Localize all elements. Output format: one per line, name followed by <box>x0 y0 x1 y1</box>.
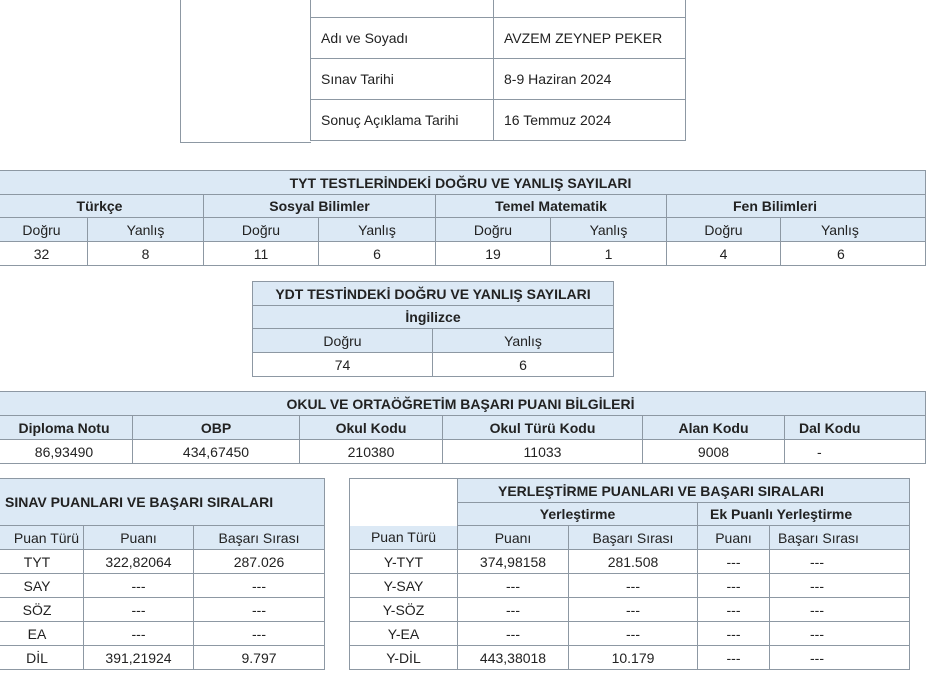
correct-header: Doğru <box>667 218 781 242</box>
row-ea-score: --- <box>84 622 194 646</box>
placement-type-header: Puan Türü <box>350 526 458 550</box>
matematik-correct: 19 <box>436 242 551 266</box>
sosyal-correct: 11 <box>204 242 319 266</box>
row-soz-type: SÖZ <box>0 598 84 622</box>
row-ysay-rank: --- <box>569 574 698 598</box>
row-ytyt-type: Y-TYT <box>350 550 458 574</box>
row-dil-type: DİL <box>0 646 84 670</box>
school-info-table <box>0 391 926 464</box>
school-title: OKUL VE ORTAÖĞRETİM BAŞARI PUANI BİLGİLERİ <box>0 392 926 416</box>
subject-sosyal: Sosyal Bilimler <box>204 195 436 218</box>
row-tyt-rank: 287.026 <box>194 550 325 574</box>
row-ydil-score: 443,38018 <box>458 646 569 670</box>
ydt-wrong-value: 6 <box>433 353 614 377</box>
wrong-header: Yanlış <box>781 218 926 242</box>
placement-scores-table <box>349 478 910 670</box>
extra-score-header: Puanı <box>698 526 770 550</box>
row-yea-type: Y-EA <box>350 622 458 646</box>
placement-title: YERLEŞTİRME PUANLARI VE BAŞARI SIRALARI <box>458 479 910 503</box>
school-type-header: Okul Türü Kodu <box>443 416 643 440</box>
exam-scores-title: SINAV PUANLARI VE BAŞARI SIRALARI <box>0 479 325 526</box>
row-ysay-extra-score: --- <box>698 574 770 598</box>
row-say-score: --- <box>84 574 194 598</box>
turkce-correct: 32 <box>0 242 88 266</box>
row-dil-rank: 9.797 <box>194 646 325 670</box>
row-ysoz-score: --- <box>458 598 569 622</box>
obp-value: 434,67450 <box>133 440 300 464</box>
row-say-type: SAY <box>0 574 84 598</box>
id-value <box>494 0 686 18</box>
ydt-results-table <box>252 281 614 377</box>
result-date-label: Sonuç Açıklama Tarihi <box>311 100 494 141</box>
row-ysay-type: Y-SAY <box>350 574 458 598</box>
ydt-correct-value: 74 <box>253 353 433 377</box>
extra-rank-header: Başarı Sırası <box>770 526 910 550</box>
row-yea-rank: --- <box>569 622 698 646</box>
row-ysoz-type: Y-SÖZ <box>350 598 458 622</box>
subject-turkce: Türkçe <box>0 195 204 218</box>
diploma-header: Diploma Notu <box>0 416 133 440</box>
row-ytyt-rank: 281.508 <box>569 550 698 574</box>
result-date-value: 16 Temmuz 2024 <box>494 100 686 141</box>
name-label: Adı ve Soyadı <box>311 18 494 59</box>
row-ysay-extra-rank: --- <box>770 574 910 598</box>
row-tyt-type: TYT <box>0 550 84 574</box>
row-ydil-extra-rank: --- <box>770 646 910 670</box>
matematik-wrong: 1 <box>551 242 667 266</box>
row-ytyt-extra-score: --- <box>698 550 770 574</box>
obp-header: OBP <box>133 416 300 440</box>
candidate-info-table <box>310 0 686 141</box>
branch-code-value: - <box>785 440 926 464</box>
ydt-title: YDT TESTİNDEKİ DOĞRU VE YANLIŞ SAYILARI <box>253 282 614 306</box>
exam-date-label: Sınav Tarihi <box>311 59 494 100</box>
tyt-results-table <box>0 170 926 266</box>
placement-rank-header: Başarı Sırası <box>569 526 698 550</box>
placement-corner <box>350 479 458 526</box>
row-ysoz-extra-rank: --- <box>770 598 910 622</box>
row-yea-extra-rank: --- <box>770 622 910 646</box>
rank-header: Başarı Sırası <box>194 526 325 550</box>
correct-header: Doğru <box>204 218 319 242</box>
row-ydil-extra-score: --- <box>698 646 770 670</box>
row-ytyt-extra-rank: --- <box>770 550 910 574</box>
field-code-value: 9008 <box>643 440 785 464</box>
row-ydil-rank: 10.179 <box>569 646 698 670</box>
score-header: Puanı <box>84 526 194 550</box>
row-soz-score: --- <box>84 598 194 622</box>
ydt-correct-header: Doğru <box>253 329 433 353</box>
row-ytyt-score: 374,98158 <box>458 550 569 574</box>
turkce-wrong: 8 <box>88 242 204 266</box>
row-dil-score: 391,21924 <box>84 646 194 670</box>
row-soz-rank: --- <box>194 598 325 622</box>
tyt-title: TYT TESTLERİNDEKİ DOĞRU VE YANLIŞ SAYILARI <box>0 171 926 195</box>
ydt-wrong-header: Yanlış <box>433 329 614 353</box>
correct-header: Doğru <box>0 218 88 242</box>
fen-correct: 4 <box>667 242 781 266</box>
row-ysoz-extra-score: --- <box>698 598 770 622</box>
ydt-language: İngilizce <box>253 306 614 329</box>
field-code-header: Alan Kodu <box>643 416 785 440</box>
exam-scores-table <box>0 478 325 670</box>
wrong-header: Yanlış <box>319 218 436 242</box>
row-ysay-score: --- <box>458 574 569 598</box>
school-type-value: 11033 <box>443 440 643 464</box>
fen-wrong: 6 <box>781 242 926 266</box>
school-code-value: 210380 <box>300 440 443 464</box>
subject-fen: Fen Bilimleri <box>667 195 926 218</box>
subject-matematik: Temel Matematik <box>436 195 667 218</box>
row-ea-type: EA <box>0 622 84 646</box>
placement-group: Yerleştirme <box>458 503 698 526</box>
branch-code-header: Dal Kodu <box>785 416 926 440</box>
row-yea-extra-score: --- <box>698 622 770 646</box>
row-ysoz-rank: --- <box>569 598 698 622</box>
row-ydil-type: Y-DİL <box>350 646 458 670</box>
school-code-header: Okul Kodu <box>300 416 443 440</box>
row-say-rank: --- <box>194 574 325 598</box>
placement-score-header: Puanı <box>458 526 569 550</box>
id-label <box>311 0 494 18</box>
row-ea-rank: --- <box>194 622 325 646</box>
correct-header: Doğru <box>436 218 551 242</box>
row-yea-score: --- <box>458 622 569 646</box>
name-value: AVZEM ZEYNEP PEKER <box>494 18 686 59</box>
diploma-value: 86,93490 <box>0 440 133 464</box>
wrong-header: Yanlış <box>551 218 667 242</box>
photo-frame <box>180 0 311 143</box>
exam-date-value: 8-9 Haziran 2024 <box>494 59 686 100</box>
score-type-header: Puan Türü <box>0 526 84 550</box>
sosyal-wrong: 6 <box>319 242 436 266</box>
wrong-header: Yanlış <box>88 218 204 242</box>
extra-placement-group: Ek Puanlı Yerleştirme <box>698 503 910 526</box>
row-tyt-score: 322,82064 <box>84 550 194 574</box>
